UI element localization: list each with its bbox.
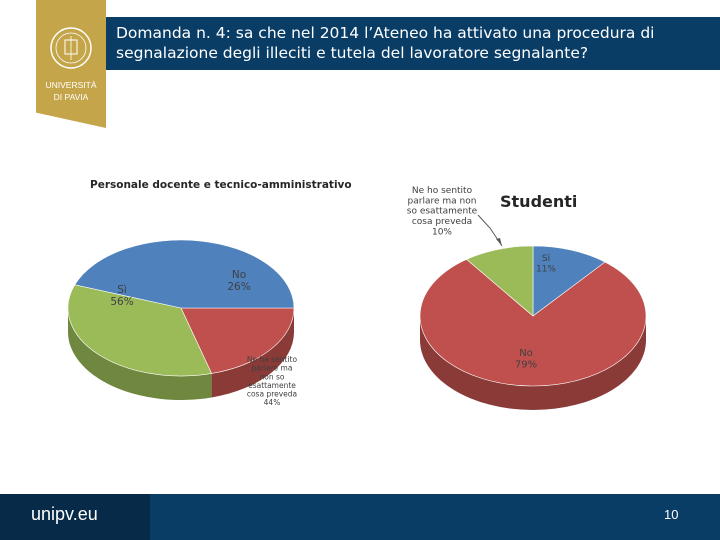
chart-title-students: Studenti <box>500 192 578 211</box>
pie-slice-label-line: 56% <box>110 296 134 309</box>
pie-slice-label-line: 44% <box>263 398 281 408</box>
pie-slice-label-line: Ne ha sentito <box>246 355 298 364</box>
pie-slice-label-line: Ne ho sentito <box>411 186 473 196</box>
pie-slice-label-line: cosa preveda <box>411 217 473 228</box>
pie-chart-students <box>407 186 646 410</box>
pie-slice-label <box>407 186 478 237</box>
pie-slice-label-line: 26% <box>227 281 251 294</box>
pie-slice-label-line: parlare ma non <box>407 196 477 207</box>
pie-slice-label-line: Sì <box>117 284 127 296</box>
footer-url: unipv.eu <box>31 504 98 524</box>
pie-slice-label-line: so esattamente <box>406 206 478 217</box>
pie-slice-label-line: cosa preveda <box>246 389 298 399</box>
pie-slice-label-line: No <box>231 269 247 281</box>
footer-brand-block <box>0 494 150 540</box>
footer-bar <box>0 494 720 540</box>
logo-text-line1: UNIVERSITÀ <box>45 80 97 90</box>
callout-arrowhead <box>496 238 502 246</box>
pie-chart-staff <box>68 179 352 407</box>
slide-title: Domanda n. 4: sa che nel 2014 l’Ateneo ha attivato una procedura di segnalazione degli illeciti e tutela del lavoratore segnalante? <box>116 24 655 62</box>
chart-title-staff: Personale docente e tecnico-amministrativo <box>90 179 352 191</box>
pie-slice-label-line: parlare ma <box>251 363 293 373</box>
pie-slice-label-line: 79% <box>514 359 538 371</box>
page-number: 10 <box>664 507 679 522</box>
pie-slice-label-line: esattamente <box>248 380 296 390</box>
pie-slice-label-line: 10% <box>431 227 453 238</box>
pie-slice-label <box>247 355 298 407</box>
pie-slice-label-line: No <box>519 348 533 359</box>
pie-slice-label-line: non so <box>259 372 285 382</box>
logo-text-line2: DI PAVIA <box>53 92 89 102</box>
pie-slice-label-line: Sì <box>541 254 551 264</box>
pie-slice-label-line: 11% <box>535 264 557 275</box>
